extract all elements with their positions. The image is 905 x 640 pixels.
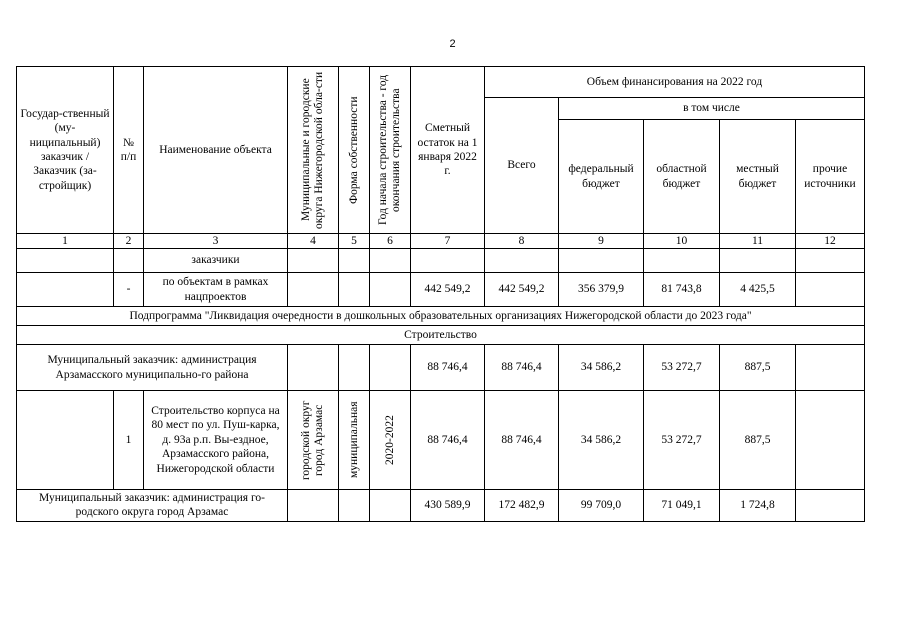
- regional-value: 53 272,7: [644, 345, 720, 391]
- regional-value: 71 049,1: [644, 490, 720, 522]
- table-row: [17, 490, 865, 522]
- header-other: прочие источники: [796, 120, 865, 234]
- header-row-1: [17, 67, 865, 98]
- local-value: 4 425,5: [720, 273, 796, 307]
- section-title: Строительство: [17, 326, 865, 345]
- total-value: 88 746,4: [485, 391, 559, 490]
- col-num-8: 8: [485, 234, 559, 249]
- table-row: [17, 249, 865, 273]
- page-number: 2: [449, 38, 456, 50]
- subprogram-title: Подпрограмма "Ликвидация очередности в дошкольных образовательных организациях Нижегородской области до 2023 года": [17, 307, 865, 326]
- header-financing: Объем финансирования на 2022 год: [485, 67, 865, 98]
- header-including: в том числе: [559, 98, 865, 120]
- local-value: 887,5: [720, 345, 796, 391]
- header-number: № п/п: [114, 67, 144, 234]
- col-num-9: 9: [559, 234, 644, 249]
- header-customer: Государ-ственный (му-ниципальный) заказчик / Заказчик (за-стройщик): [17, 67, 114, 234]
- local-value: 887,5: [720, 391, 796, 490]
- federal-value: 356 379,9: [559, 273, 644, 307]
- header-ownership-cell: [339, 67, 370, 234]
- total-value: 88 746,4: [485, 345, 559, 391]
- header-years: Год начала строительства - год окончания строительства: [377, 74, 402, 226]
- col-num-5: 5: [339, 234, 370, 249]
- header-federal: федеральный бюджет: [559, 120, 644, 234]
- row-number: 1: [114, 391, 144, 490]
- header-total: Всего: [485, 98, 559, 234]
- header-object-name: Наименование объекта: [144, 67, 288, 234]
- header-years-cell: [370, 67, 411, 234]
- table-row: [17, 391, 865, 490]
- header-regional: областной бюджет: [644, 120, 720, 234]
- col-num-11: 11: [720, 234, 796, 249]
- customer-name: Муниципальный заказчик: администрация Арзамасского муниципально-го района: [17, 345, 288, 391]
- municipality-cell: [288, 391, 339, 490]
- col-num-1: 1: [17, 234, 114, 249]
- local-value: 1 724,8: [720, 490, 796, 522]
- table-row: [17, 345, 865, 391]
- regional-value: 53 272,7: [644, 391, 720, 490]
- municipality-value: городской округ город Арзамас: [300, 400, 325, 480]
- regional-value: 81 743,8: [644, 273, 720, 307]
- estimate-value: 88 746,4: [411, 345, 485, 391]
- header-local: местный бюджет: [720, 120, 796, 234]
- col-num-12: 12: [796, 234, 865, 249]
- object-name: заказчики: [144, 249, 288, 273]
- estimate-value: 88 746,4: [411, 391, 485, 490]
- col-num-6: 6: [370, 234, 411, 249]
- object-name: Строительство корпуса на 80 мест по ул. Пуш-карка, д. 93а р.п. Вы-ездное, Арзамасского района, Нижегородской области: [144, 391, 288, 490]
- customer-name: Муниципальный заказчик: администрация го-родского округа город Арзамас: [17, 490, 288, 522]
- ownership-value: муниципальная: [347, 401, 360, 479]
- financing-table: [16, 66, 865, 522]
- object-name: по объектам в рамках нацпроектов: [144, 273, 288, 307]
- row-number: -: [114, 273, 144, 307]
- estimate-value: 430 589,9: [411, 490, 485, 522]
- col-num-10: 10: [644, 234, 720, 249]
- total-value: 442 549,2: [485, 273, 559, 307]
- federal-value: 34 586,2: [559, 345, 644, 391]
- header-estimate: Сметный остаток на 1 января 2022 г.: [411, 67, 485, 234]
- total-value: 172 482,9: [485, 490, 559, 522]
- years-cell: [370, 391, 411, 490]
- estimate-value: 442 549,2: [411, 273, 485, 307]
- col-num-7: 7: [411, 234, 485, 249]
- header-ownership: Форма собственности: [347, 96, 360, 204]
- col-num-2: 2: [114, 234, 144, 249]
- table-row: [17, 273, 865, 307]
- header-municipality-cell: [288, 67, 339, 234]
- years-value: 2020-2022: [383, 415, 396, 465]
- ownership-cell: [339, 391, 370, 490]
- federal-value: 34 586,2: [559, 391, 644, 490]
- subprogram-row: [17, 307, 865, 326]
- federal-value: 99 709,0: [559, 490, 644, 522]
- header-municipality: Муниципальные и городские округа Нижегородской обла-сти: [300, 71, 325, 229]
- section-row: [17, 326, 865, 345]
- column-numbers-row: [17, 234, 865, 249]
- col-num-4: 4: [288, 234, 339, 249]
- col-num-3: 3: [144, 234, 288, 249]
